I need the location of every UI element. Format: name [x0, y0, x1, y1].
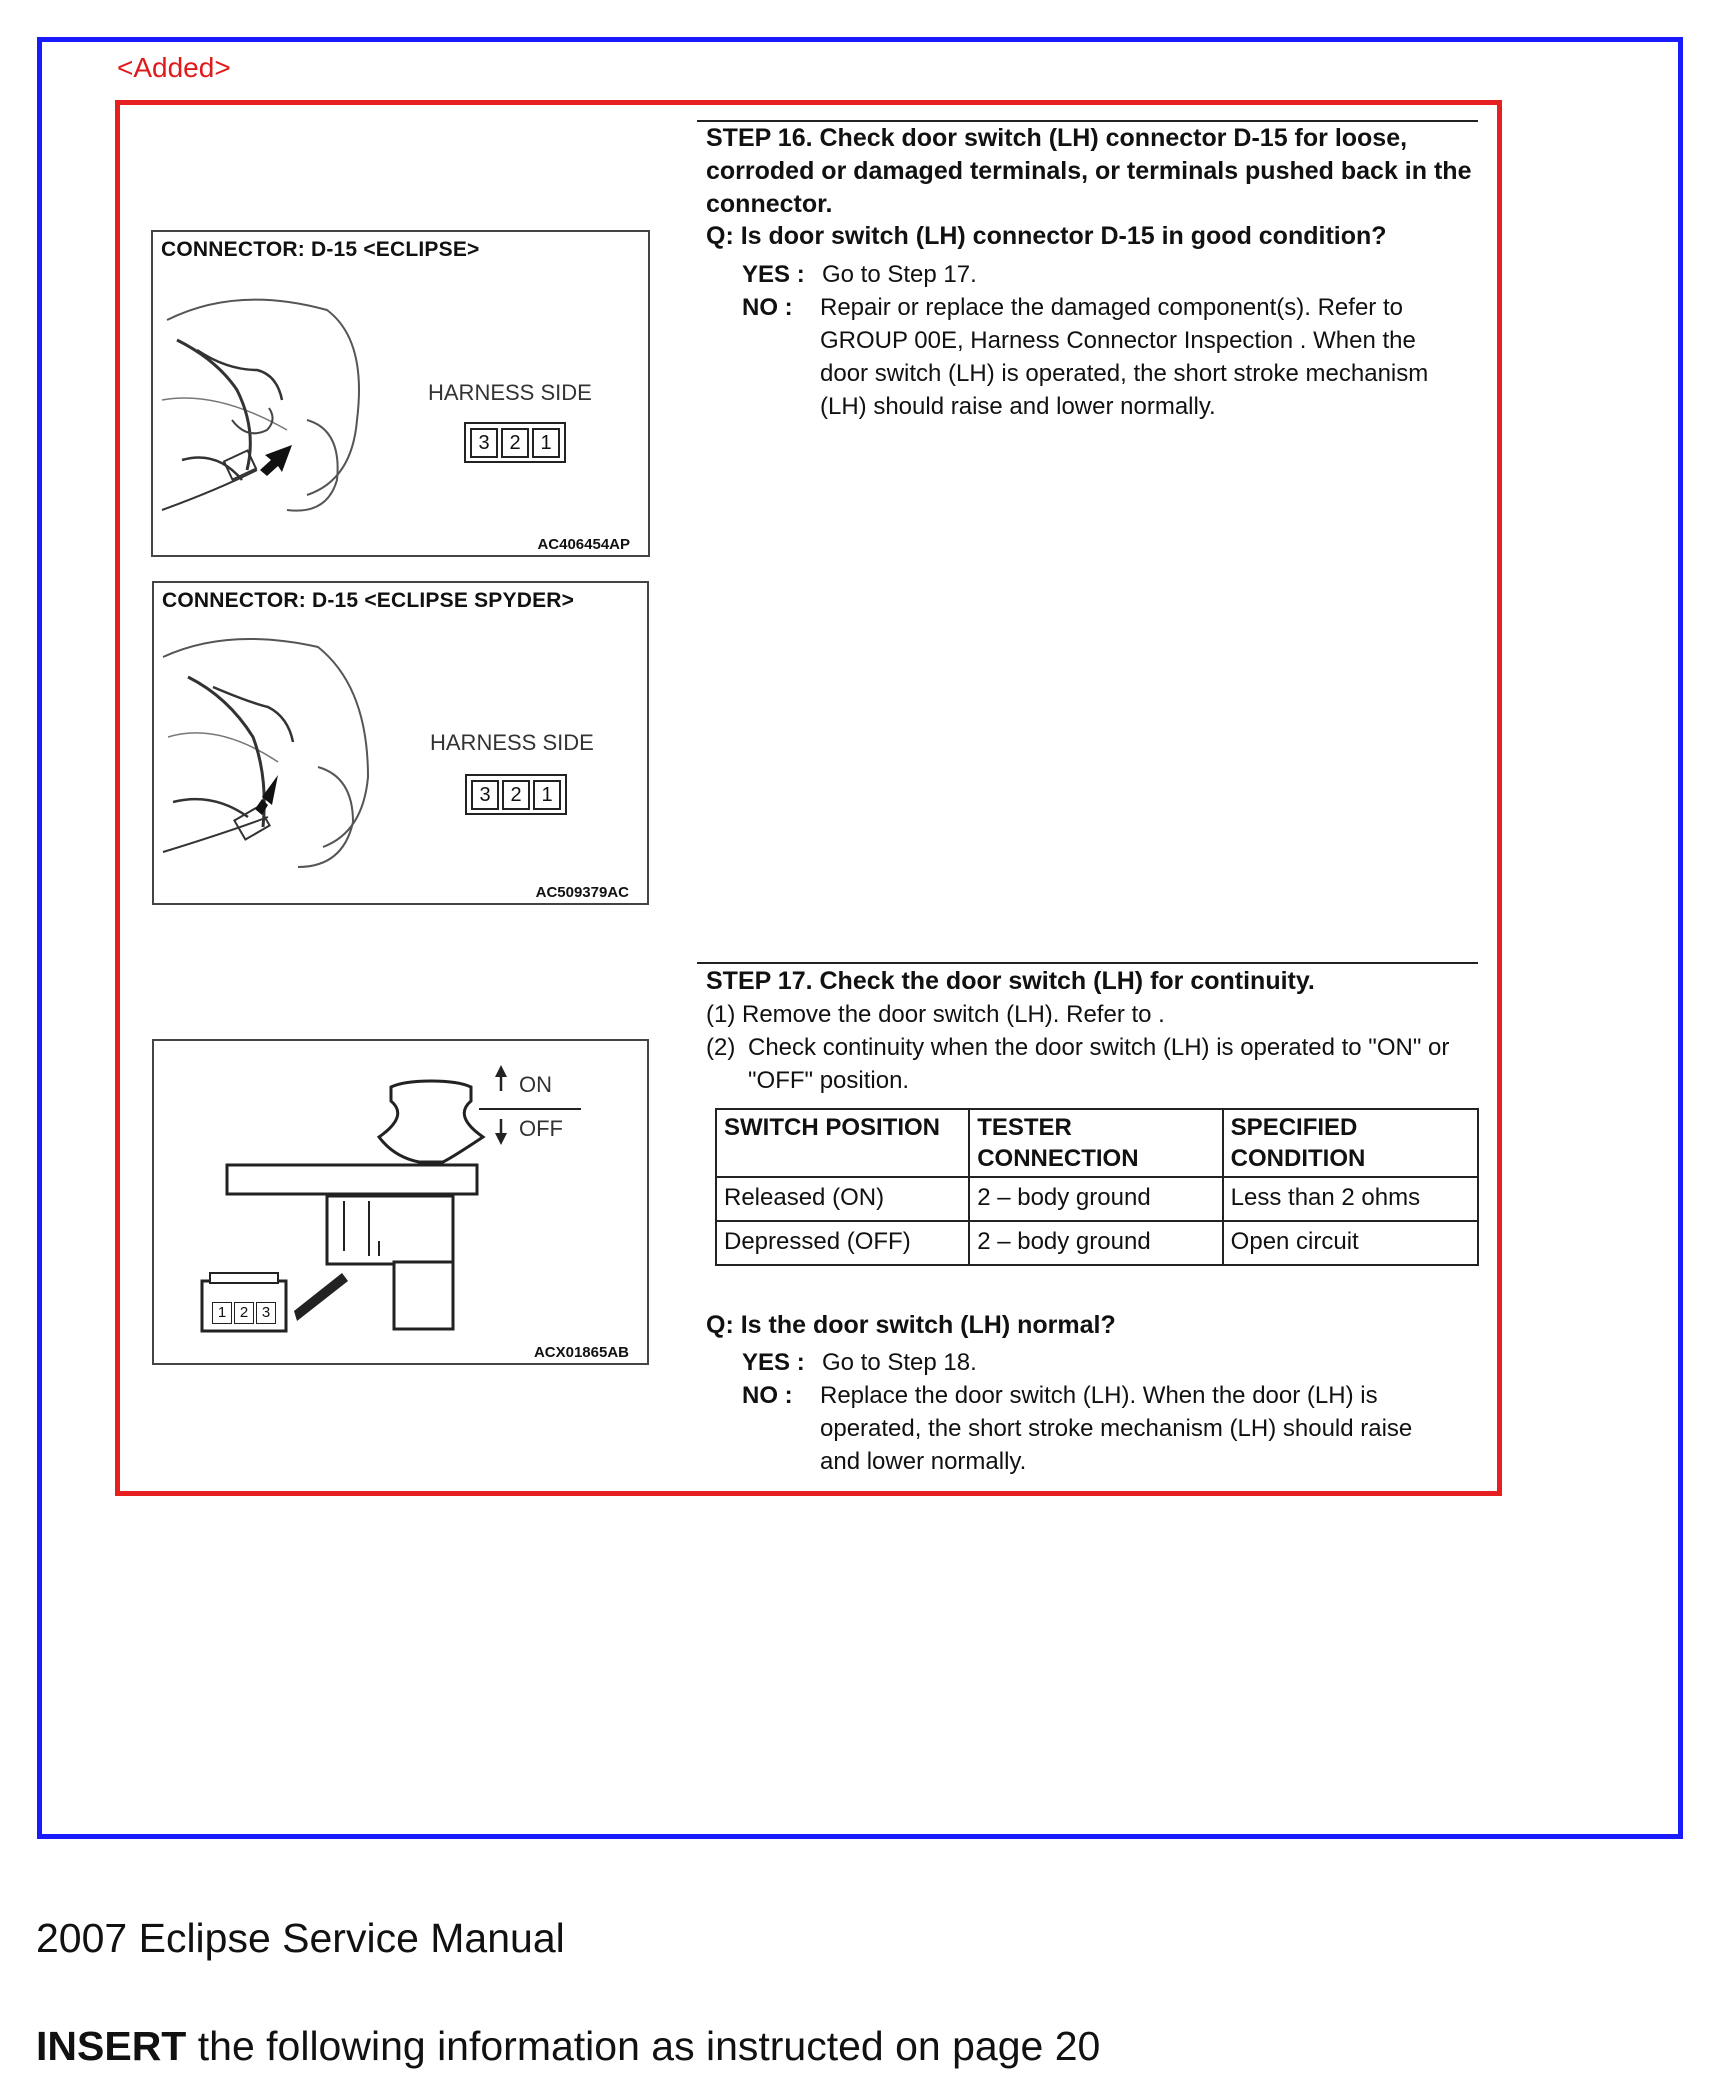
pin-number: 3: [256, 1302, 276, 1324]
harness-connector-pins: [465, 774, 567, 815]
insert-keyword: INSERT: [36, 2023, 187, 2069]
step17-sub2-num: (2): [706, 1034, 736, 1061]
added-label: <Added>: [117, 52, 231, 83]
insert-text: the following information as instructed on page 20: [186, 2023, 1101, 2069]
door-switch-figure: [152, 1039, 649, 1365]
harness-side-label: HARNESS SIDE: [430, 730, 594, 755]
table-cell: 2 – body ground: [969, 1177, 1222, 1221]
no-text: Replace the door switch (LH). When the door (LH) is operated, the short stroke mechanism (LH) should raise and lower normally.: [820, 1382, 1413, 1475]
no-key: NO :: [742, 1382, 793, 1409]
yes-key: YES :: [742, 1349, 805, 1376]
pin-number: 1: [533, 780, 561, 810]
step17-rule: [697, 962, 1478, 964]
table-header: SPECIFIED CONDITION: [1223, 1109, 1478, 1177]
figure-code: ACX01865AB: [533, 1344, 629, 1361]
step16-yes: [742, 258, 1462, 291]
step17-question: Q: Is the door switch (LH) normal?: [706, 1311, 1116, 1339]
table-cell: 2 – body ground: [969, 1221, 1222, 1265]
figure-code: AC509379AC: [535, 884, 629, 901]
no-key: NO :: [742, 294, 793, 321]
connector-figure-eclipse-spyder: [152, 581, 649, 905]
manual-title: 2007 Eclipse Service Manual: [36, 1915, 565, 1961]
pin-number: 2: [502, 780, 530, 810]
step17-sub2: Check continuity when the door switch (LH) is operated to "ON" or "OFF" position.: [748, 1034, 1450, 1094]
harness-connector-pins: [464, 422, 566, 463]
table-row: [716, 1221, 1478, 1265]
table-row: [716, 1177, 1478, 1221]
pin-number: 3: [471, 780, 499, 810]
pin-number: 2: [234, 1302, 254, 1324]
pin-number: 3: [470, 428, 498, 458]
pin-number: 2: [501, 428, 529, 458]
yes-text: Go to Step 18.: [822, 1349, 977, 1376]
yes-text: Go to Step 17.: [822, 261, 977, 288]
continuity-spec-table: [715, 1108, 1479, 1266]
on-label: ON: [519, 1072, 552, 1097]
pin-number: 1: [532, 428, 560, 458]
step17-yes: [742, 1346, 1462, 1379]
step17-sub1: (1) Remove the door switch (LH). Refer to .: [706, 1001, 1165, 1028]
insert-instruction: [36, 2023, 1100, 2070]
yes-key: YES :: [742, 261, 805, 288]
table-header: SWITCH POSITION: [716, 1109, 969, 1177]
step17-title: STEP 17. Check the door switch (LH) for continuity.: [706, 967, 1315, 995]
connector-figure-eclipse: [151, 230, 650, 557]
table-cell: Depressed (OFF): [716, 1221, 969, 1265]
figure-title: CONNECTOR: D-15 <ECLIPSE SPYDER>: [162, 589, 575, 612]
figure-title: CONNECTOR: D-15 <ECLIPSE>: [161, 238, 480, 261]
step16-question: Q: Is door switch (LH) connector D-15 in good condition?: [706, 222, 1387, 250]
table-cell: Released (ON): [716, 1177, 969, 1221]
car-rear-drawing: [158, 627, 398, 887]
harness-side-label: HARNESS SIDE: [428, 380, 592, 405]
pin-number: 1: [212, 1302, 232, 1324]
switch-connector-pins: [212, 1302, 276, 1324]
car-rear-drawing: [157, 280, 397, 540]
step16-title: STEP 16. Check door switch (LH) connector D-15 for loose, corroded or damaged terminals, or terminals pushed back in the connector.: [706, 124, 1472, 218]
table-cell: Less than 2 ohms: [1223, 1177, 1478, 1221]
figure-code: AC406454AP: [537, 536, 630, 553]
no-text: Repair or replace the damaged component(s). Refer to GROUP 00E, Harness Connector Inspection . When the door switch (LH) is operated, the short stroke mechanism (LH) should raise and lower normally.: [820, 294, 1429, 420]
table-header-row: [716, 1109, 1478, 1177]
table-cell: Open circuit: [1223, 1221, 1478, 1265]
table-header: TESTER CONNECTION: [969, 1109, 1222, 1177]
off-label: OFF: [519, 1116, 563, 1141]
